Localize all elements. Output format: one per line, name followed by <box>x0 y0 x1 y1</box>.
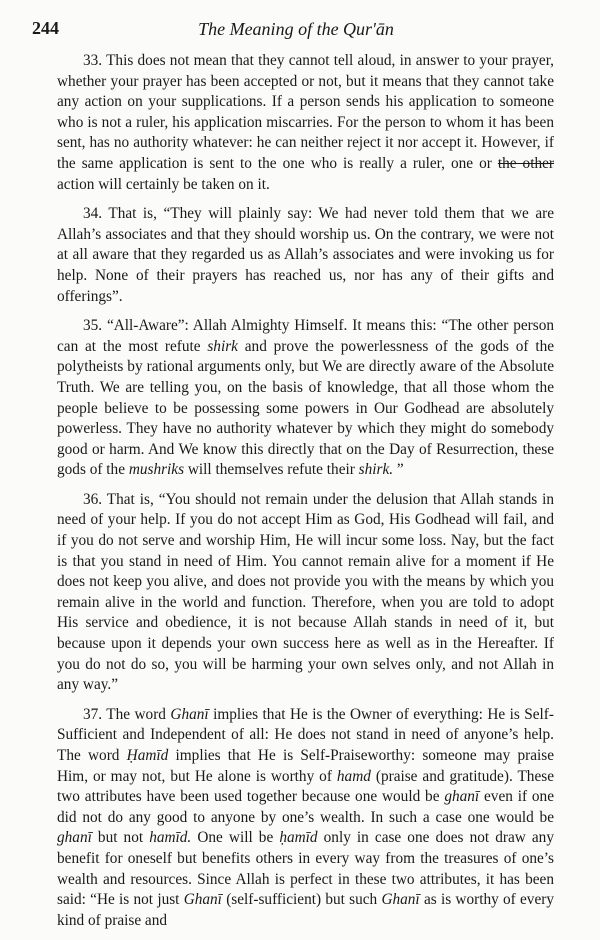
text-run: only in case one does not draw any benefit for oneself but benefits others in every way from the treasures of one’s wealth and resources. Since Allah is perfect in these two attributes, it has been said: “He is not just <box>57 829 554 909</box>
text-run: even if one did not do any good to anyone by one’s wealth. In such a case one would be <box>57 788 554 826</box>
page-body <box>57 51 554 940</box>
text-run: and prove the powerlessness of the gods of the polytheists by rational arguments only, but We are directly aware of the Absolute Truth. We are telling you, on the basis of knowledge, that all those whom the people believe to be possessing some powers in Our Godhead are absolutely powerless. They have no authority whatever by which they might do somebody good or harm. And We know this directly that on the Day of Resurrection, these gods of the <box>57 337 555 479</box>
text-run: as is worthy of every kind of praise and <box>57 891 554 929</box>
italic-term: shirk <box>207 337 238 355</box>
text-run: 37. The word <box>83 705 171 723</box>
text-run: implies that He is Self-Praiseworthy: someone may praise Him, or may not, but He alone is worthy of <box>57 747 554 785</box>
page-header <box>32 18 560 46</box>
running-title: The Meaning of the Qur'ān <box>198 19 394 39</box>
note-34 <box>57 204 554 307</box>
struck-text: the other <box>497 154 554 172</box>
text-run: 35. “All-Aware”: Allah Almighty Himself. It means this: “The other person can at the most refute <box>57 317 554 355</box>
note-33 <box>57 51 554 195</box>
text-run: (praise and gratitude). These two attributes have been used together because one would be <box>57 767 554 806</box>
text-run: One will be <box>191 829 280 847</box>
note-37 <box>57 705 554 932</box>
text-run: (self-sufficient) but such <box>221 891 382 909</box>
note-36 <box>57 490 554 696</box>
text-run: action will certainly be taken on it. <box>57 175 270 193</box>
italic-term: Ghanī <box>170 705 209 723</box>
text-run: 34. That is, “They will plainly say: We had never told them that we are Allah’s associates and that they should worship us. On the contrary, we were not at all aware that they regarded us as Allah’s associates and were invoking us for help. None of their prayers has reached us, nor has any of their gifts and offerings”. <box>57 205 554 305</box>
italic-term: hamd <box>336 767 371 785</box>
italic-term: ghanī <box>444 788 480 806</box>
italic-term: shirk. <box>358 461 394 479</box>
note-35 <box>57 316 554 481</box>
italic-term: ḥamīd <box>279 829 318 847</box>
text-run: will themselves refute their <box>184 461 359 479</box>
text-run: implies that He is the Owner of everything: He is Self-Sufficient and Independent of all: He does not stand in need of anyone’s help. The word <box>57 705 554 764</box>
italic-term: mushriks <box>128 461 185 479</box>
italic-term: Ghanī <box>183 891 222 909</box>
italic-term: Ghanī <box>381 891 420 909</box>
text-run: 33. This does not mean that they cannot tell aloud, in answer to your prayer, whether your prayer has been accepted or not, but it means that they cannot take any action on your supplications. If a person sends his application to someone who is not a ruler, his application miscarries. For the person to whom it has been sent, has no authority whatever: he can neither reject it nor accept it. However, if the same application is sent to the one who is really a ruler, one or <box>57 52 554 172</box>
italic-term: Ḥamīd <box>126 747 169 764</box>
italic-term: hamīd. <box>149 829 192 847</box>
italic-term: ghanī <box>57 829 92 847</box>
text-run: but not <box>91 829 150 847</box>
text-run: 36. That is, “You should not remain under the delusion that Allah stands in need of your help. If you do not accept Him as God, His Godhead will fail, and if you do not serve and worship Him, He will incur some loss. Nay, but the fact is that you stand in need of Him. You cannot remain alive for a moment if He does not keep you alive, and does not provide you with the means by which you remain alive in the world and function. Therefore, when you are told to adopt His service and obedience, it is not because Allah stands in need of it, but because upon it depends your own success here as well as in the Hereafter. If you do not do so, you will be harming your own selves only, and not Allah in any way.” <box>57 490 554 694</box>
text-run: ” <box>393 461 404 479</box>
page-number: 244 <box>32 18 59 38</box>
